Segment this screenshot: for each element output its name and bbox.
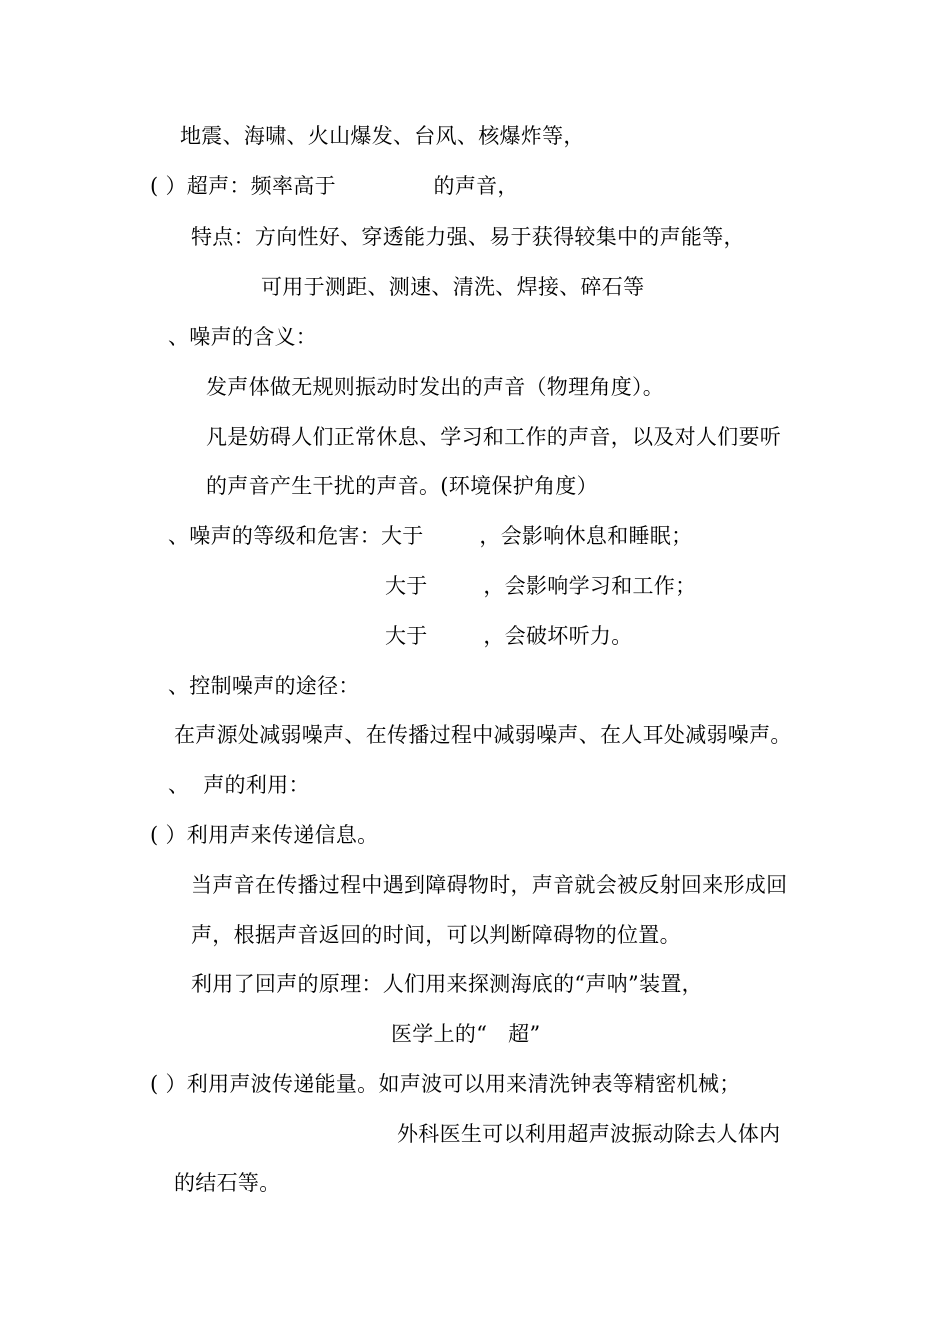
text-line-ultrasound-uses: 可用于测距、测速、清洗、焊接、碎石等 (261, 275, 645, 299)
text-line-sound-energy: ( ）利用声波传递能量。如声波可以用来清洗钟表等精密机械； (150, 1072, 741, 1096)
text-line-ultrasound: ( ）超声：频率高于 的声音， (150, 174, 519, 198)
heading-noise-control: 、控制噪声的途径： (168, 674, 360, 698)
text-line-sonar: 利用了回声的原理：人们用来探测海底的“声呐”装置， (191, 972, 703, 996)
text-line-disasters: 地震、海啸、火山爆发、台风、核爆炸等， (180, 124, 585, 148)
text-line-noise-environment-1: 凡是妨碍人们正常休息、学习和工作的声音，以及对人们要听 (206, 425, 782, 449)
text-line-sound-information: ( ）利用声来传递信息。 (150, 823, 379, 847)
text-line-noise-level-study: 大于 ，会影响学习和工作； (385, 574, 697, 598)
text-line-noise-level-hearing: 大于 ，会破坏听力。 (385, 624, 633, 648)
text-line-noise-physics: 发声体做无规则振动时发出的声音（物理角度）。 (206, 375, 665, 399)
text-line-echo-1: 当声音在传播过程中遇到障碍物时，声音就会被反射回来形成回 (191, 873, 788, 897)
heading-noise-levels: 、噪声的等级和危害：大于 ，会影响休息和睡眠； (168, 524, 693, 548)
text-line-echo-2: 声，根据声音返回的时间，可以判断障碍物的位置。 (191, 923, 681, 947)
heading-sound-uses: 、 声的利用： (168, 773, 310, 797)
text-line-b-ultrasound: 医学上的“ 超” (391, 1022, 541, 1046)
text-line-surgery-2: 的结石等。 (174, 1171, 281, 1195)
heading-noise-meaning: 、噪声的含义： (168, 325, 318, 349)
text-line-noise-environment-2: 的声音产生干扰的声音。(环境保护角度） (206, 474, 598, 498)
text-line-noise-control-ways: 在声源处减弱噪声、在传播过程中减弱噪声、在人耳处减弱噪声。 (174, 723, 792, 747)
text-line-ultrasound-features: 特点：方向性好、穿透能力强、易于获得较集中的声能等， (191, 225, 745, 249)
text-line-surgery-1: 外科医生可以利用超声波振动除去人体内 (397, 1122, 781, 1146)
